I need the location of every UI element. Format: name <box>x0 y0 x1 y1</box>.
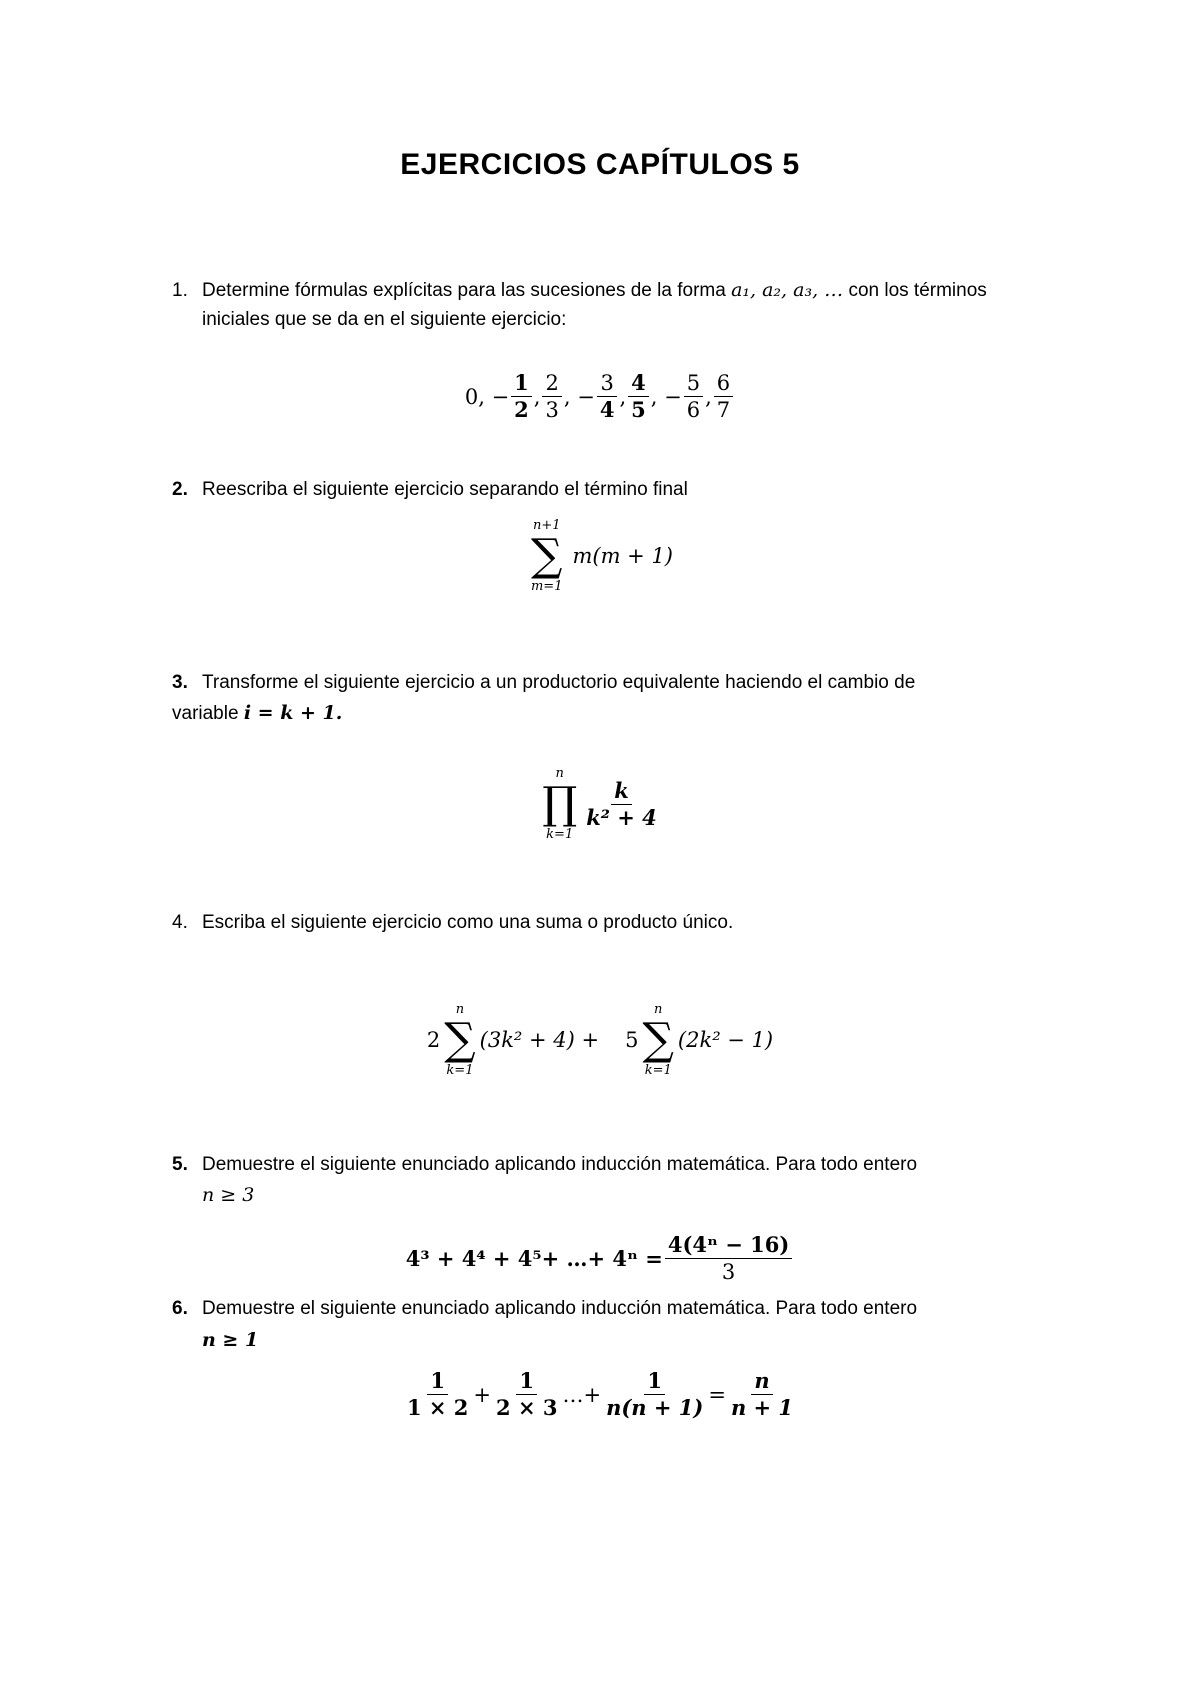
fraction: $\frac{1}{1 \times 2}$ <box>406 1368 469 1420</box>
question-3-line-2: variable i = k + 1. <box>172 702 343 724</box>
question-text: Determine fórmulas explícitas para las sucesiones de la forma <box>202 280 726 301</box>
question-text: Reescriba el siguiente ejercicio separando el término final <box>202 479 688 500</box>
sum-combination-formula: 2 n ∑ k=1 (3k² + 4) + 5 n ∑ k=1 (2k² − 1) <box>426 1002 774 1078</box>
question-4-line <box>172 908 733 938</box>
question-number: 5. <box>172 1154 188 1175</box>
condition: n ≥ 1 <box>202 1329 259 1351</box>
induction-formula-2: $\frac{1}{1 \times 2}$ + $\frac{1}{2 \times 3}$ …+ $\frac{1}{n(n + 1)}$ = $\frac{n}{n + 1}$ <box>0 1368 1200 1421</box>
question-1-line-2: iniciales que se da en el siguiente ejercicio: <box>202 309 567 330</box>
summation-formula: n+1 ∑ m=1 m(m + 1) <box>530 518 674 594</box>
question-6-line-1 <box>172 1294 917 1324</box>
fraction: $\frac{4}{5}$ <box>628 370 649 423</box>
question-text: Escriba el siguiente ejercicio como una suma o producto único. <box>202 912 734 933</box>
condition: n ≥ 3 <box>202 1184 255 1206</box>
fraction: $\frac{k}{\text{k² + 4}}$ <box>586 777 657 830</box>
fraction: $\frac{1}{n(n + 1)}$ <box>606 1368 704 1420</box>
fraction: $\frac{6}{7}$ <box>714 370 733 423</box>
question-text: con los términos <box>848 280 987 301</box>
question-number: 1. <box>172 280 188 301</box>
question-number: 2. <box>172 479 188 500</box>
question-5-line-1 <box>172 1150 917 1180</box>
fraction: $\frac{2}{3}$ <box>542 370 561 423</box>
summation-operator: n ∑ k=1 <box>444 1002 476 1078</box>
question-number: 6. <box>172 1298 188 1319</box>
summation-operator: n ∑ k=1 <box>642 1002 674 1078</box>
question-text: Demuestre el siguiente enunciado aplicando inducción matemática. Para todo entero <box>202 1154 918 1175</box>
fraction: $\frac{1}{2}$ <box>511 370 532 423</box>
fraction: $\frac{n}{n + 1}$ <box>730 1368 794 1420</box>
question-2-line <box>172 475 688 505</box>
question-number: 4. <box>172 912 188 933</box>
induction-formula-1: 4³ + 4⁴ + 4⁵+ …+ 4ⁿ = $\frac{\text{4(4ⁿ − 16)}}{3}$ <box>0 1232 1200 1285</box>
question-1-line-1 <box>172 275 987 306</box>
variable-change: i = k + 1. <box>243 702 343 724</box>
fraction: $\frac{3}{4}$ <box>597 370 618 423</box>
product-formula <box>0 766 1200 842</box>
question-number: 3. <box>172 672 188 693</box>
fraction: $\frac{5}{6}$ <box>684 370 703 423</box>
question-text: Transforme el siguiente ejercicio a un productorio equivalente haciendo el cambio de <box>202 672 916 693</box>
sequence-terms: a₁, a₂, a₃, … <box>731 279 844 301</box>
fraction: $\frac{1}{2 \times 3}$ <box>496 1368 558 1420</box>
sequence-formula: 0, − $\frac{1}{2}$ , $\frac{2}{3}$ , − $\frac{3}{4}$ , $\frac{4}{5}$ , − $\frac{5}{6}$ , $\frac{6}{7}$ <box>0 370 1200 423</box>
product-operator: n ∏ k=1 <box>542 766 578 842</box>
fraction: $\frac{\text{4(4ⁿ − 16)}}{3}$ <box>665 1232 792 1285</box>
question-3-line-1 <box>172 668 915 698</box>
page-title: EJERCICIOS CAPÍTULOS 5 <box>400 148 800 181</box>
question-text: Demuestre el siguiente enunciado aplicando inducción matemática. Para todo entero <box>202 1298 918 1319</box>
summation-operator: n+1 ∑ m=1 <box>530 518 563 594</box>
